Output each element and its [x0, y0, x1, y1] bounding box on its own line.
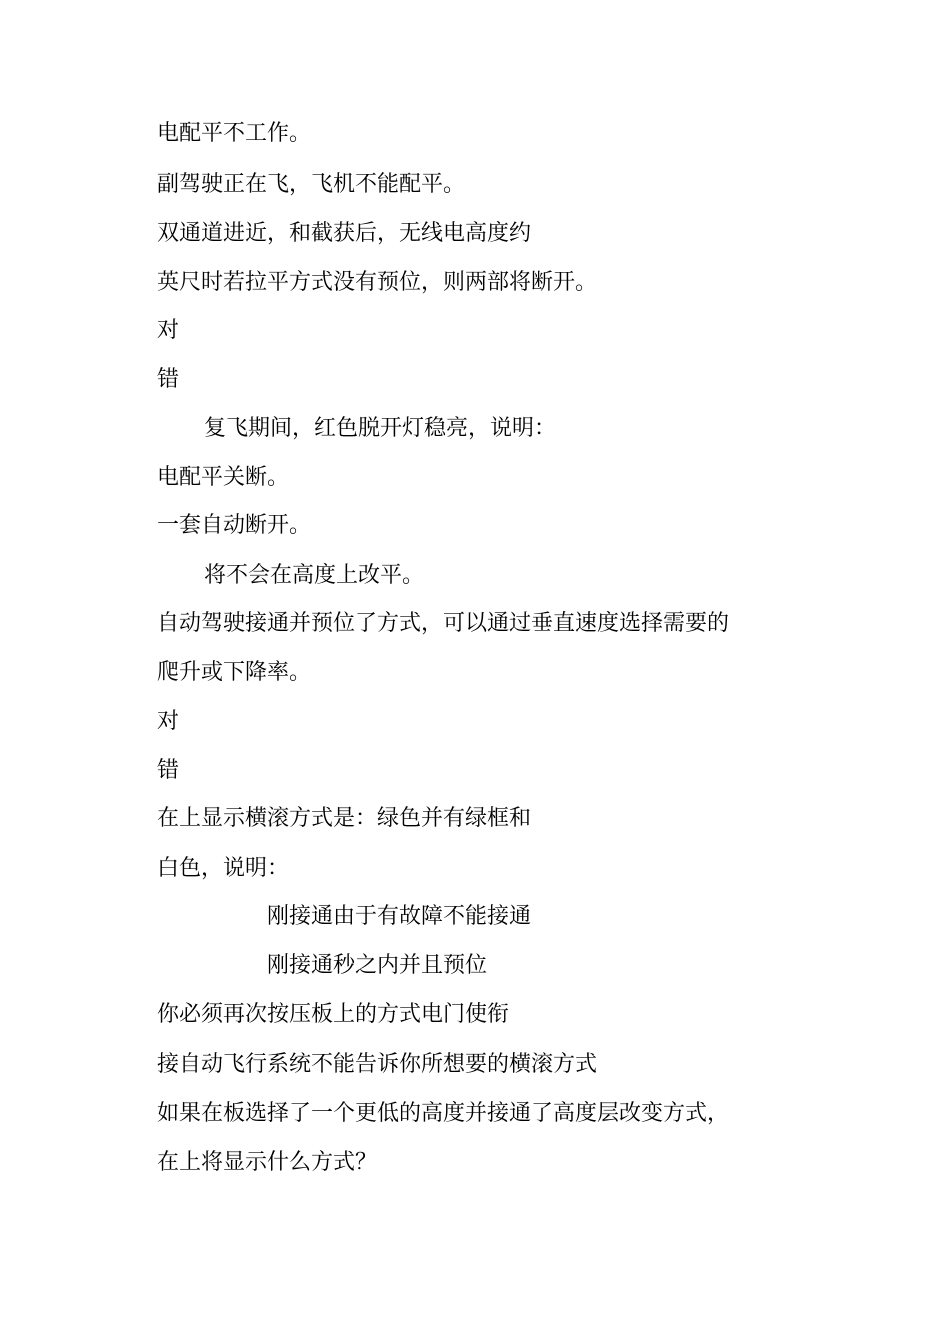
answer-option: 将不会在高度上改平。 — [204, 563, 425, 588]
question-text: 自动驾驶接通并预位了方式，可以通过垂直速度选择需要的 — [157, 611, 730, 636]
question-text: 如果在板选择了一个更低的高度并接通了高度层改变方式， — [157, 1101, 730, 1126]
text-line: 双通道进近，和截获后，无线电高度约 — [157, 221, 532, 246]
question-text: 在上将显示什么方式？ — [157, 1150, 378, 1175]
question-text: 白色，说明： — [157, 856, 290, 881]
option-false: 错 — [157, 758, 180, 783]
answer-option: 一套自动断开。 — [157, 513, 312, 538]
question-text: 复飞期间，红色脱开灯稳亮，说明： — [204, 416, 557, 441]
question-text: 在上显示横滚方式是：绿色并有绿框和 — [157, 806, 532, 831]
answer-option: 刚接通由于有故障不能接通 — [267, 904, 532, 929]
answer-option: 电配平关断。 — [157, 465, 290, 490]
answer-option: 你必须再次按压板上的方式电门使衔 — [157, 1002, 510, 1027]
text-line: 副驾驶正在飞，飞机不能配平。 — [157, 172, 466, 197]
text-line: 电配平不工作。 — [157, 121, 312, 146]
option-true: 对 — [157, 709, 180, 734]
answer-option: 刚接通秒之内并且预位 — [267, 953, 488, 978]
text-line: 英尺时若拉平方式没有预位，则两部将断开。 — [157, 270, 598, 295]
option-true: 对 — [157, 318, 180, 343]
question-text: 爬升或下降率。 — [157, 660, 312, 685]
answer-option: 接自动飞行系统不能告诉你所想要的横滚方式 — [157, 1052, 598, 1077]
option-false: 错 — [157, 367, 180, 392]
